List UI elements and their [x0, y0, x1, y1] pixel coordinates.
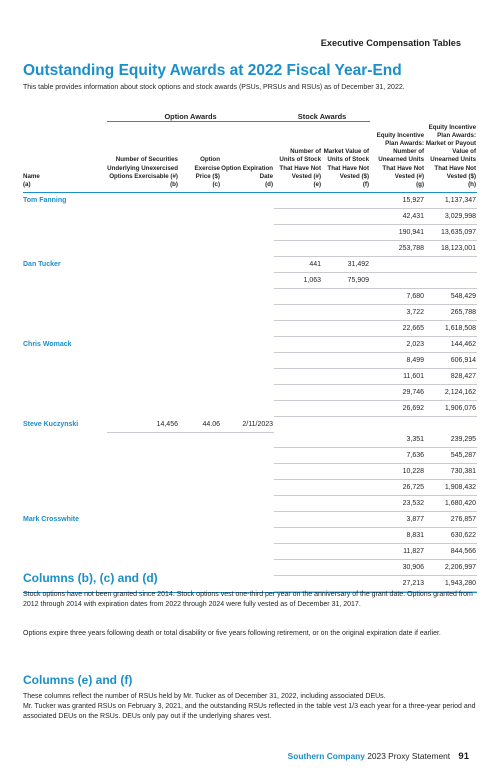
- cell-g: 3,877: [370, 512, 425, 528]
- cell-f: [322, 241, 370, 257]
- table-row: [23, 369, 477, 385]
- executive-name: Steve Kuczynski: [23, 420, 79, 428]
- column-header-a: [23, 122, 107, 193]
- page-number: 91: [458, 751, 469, 762]
- section-paragraph: Options expire three years following death or total disability or five years following retirement, or on the original expiration date if earlier.: [23, 630, 441, 637]
- table-row: [23, 401, 477, 417]
- cell-f: [322, 417, 370, 433]
- cell-c: [179, 369, 221, 385]
- cell-b: [107, 193, 179, 209]
- table-row: [23, 353, 477, 369]
- cell-d: [221, 480, 274, 496]
- cell-d: [221, 305, 274, 321]
- cell-d: [221, 496, 274, 512]
- executive-name: [23, 305, 107, 321]
- column-header-letter: (h): [468, 180, 477, 188]
- cell-h: 1,943,280: [425, 576, 477, 592]
- cell-c: [179, 448, 221, 464]
- column-header-e: [274, 122, 322, 193]
- cell-b: [107, 353, 179, 369]
- cell-e: [274, 369, 322, 385]
- table-row: [23, 448, 477, 464]
- column-header-c: [179, 122, 221, 193]
- cell-c: [179, 321, 221, 337]
- cell-f: 31,492: [322, 257, 370, 273]
- cell-c: [179, 305, 221, 321]
- cell-b: [107, 289, 179, 305]
- column-header-h: [425, 122, 477, 193]
- cell-e: 441: [274, 257, 322, 273]
- cell-b: [107, 385, 179, 401]
- cell-h: 1,906,076: [425, 401, 477, 417]
- cell-b: [107, 448, 179, 464]
- executive-name: [23, 241, 107, 257]
- cell-f: [322, 337, 370, 353]
- table-row: [23, 544, 477, 560]
- table-row: [23, 337, 477, 353]
- cell-e: [274, 305, 322, 321]
- cell-d: [221, 369, 274, 385]
- cell-b: [107, 273, 179, 289]
- cell-d: 2/11/2023: [221, 417, 274, 433]
- cell-f: [322, 432, 370, 448]
- cell-e: [274, 480, 322, 496]
- section-paragraph: Mr. Tucker was granted RSUs on February 3, 2021, and the outstanding RSUs reflected in the table vest 1/3 each year for a three-year period and associated DEUs on the RSUs. DEUs only pay out if the underlying shares vest.: [23, 702, 476, 720]
- cell-h: 844,566: [425, 544, 477, 560]
- executive-name: [23, 321, 107, 337]
- table-row: [23, 385, 477, 401]
- cell-e: [274, 448, 322, 464]
- cell-c: [179, 528, 221, 544]
- option-awards-group: Option Awards: [107, 107, 274, 122]
- cell-e: [274, 401, 322, 417]
- cell-b: [107, 209, 179, 225]
- cell-g: 42,431: [370, 209, 425, 225]
- cell-b: [107, 528, 179, 544]
- cell-b: [107, 305, 179, 321]
- table-row: [23, 209, 477, 225]
- table-body: [23, 193, 477, 592]
- cell-h: 1,137,347: [425, 193, 477, 209]
- column-header-label: Market Value of Units of Stock That Have Not Vested ($): [323, 148, 370, 180]
- cell-h: 276,857: [425, 512, 477, 528]
- section-paragraph-block: [23, 692, 477, 721]
- column-header-label: Option Expiration Date: [221, 164, 274, 180]
- cell-h: 3,029,998: [425, 209, 477, 225]
- cell-c: [179, 193, 221, 209]
- table-row: [23, 417, 477, 433]
- table-row: [23, 273, 477, 289]
- cell-d: [221, 337, 274, 353]
- column-header-letter: (c): [212, 180, 220, 188]
- column-header-b: [107, 122, 179, 193]
- cell-h: 239,295: [425, 432, 477, 448]
- cell-g: 2,023: [370, 337, 425, 353]
- cell-b: [107, 257, 179, 273]
- cell-c: [179, 432, 221, 448]
- cell-f: [322, 305, 370, 321]
- executive-name: [23, 385, 107, 401]
- cell-d: [221, 225, 274, 241]
- executive-name: [23, 225, 107, 241]
- executive-name: [23, 432, 107, 448]
- cell-f: [322, 401, 370, 417]
- column-header-f: [322, 122, 370, 193]
- cell-g: 22,665: [370, 321, 425, 337]
- cell-c: [179, 273, 221, 289]
- cell-f: [322, 193, 370, 209]
- cell-g: 8,831: [370, 528, 425, 544]
- running-header: Executive Compensation Tables: [320, 38, 461, 48]
- cell-h: 2,206,997: [425, 560, 477, 576]
- cell-g: [370, 417, 425, 433]
- table-row: [23, 193, 477, 209]
- column-header-label: Option Exercise Price ($): [194, 156, 220, 180]
- cell-f: [322, 544, 370, 560]
- executive-name: [23, 464, 107, 480]
- cell-f: [322, 289, 370, 305]
- column-header-letter: (d): [265, 180, 274, 188]
- cell-h: 1,908,432: [425, 480, 477, 496]
- executive-name: [23, 369, 107, 385]
- cell-f: [322, 528, 370, 544]
- cell-e: [274, 512, 322, 528]
- cell-h: 545,287: [425, 448, 477, 464]
- cell-d: [221, 209, 274, 225]
- cell-h: [425, 417, 477, 433]
- cell-f: [322, 480, 370, 496]
- executive-name: [23, 209, 107, 225]
- table-row: [23, 289, 477, 305]
- cell-g: 10,228: [370, 464, 425, 480]
- cell-b: [107, 496, 179, 512]
- cell-h: 828,427: [425, 369, 477, 385]
- cell-e: [274, 544, 322, 560]
- table-row: [23, 480, 477, 496]
- cell-h: 13,635,097: [425, 225, 477, 241]
- cell-d: [221, 321, 274, 337]
- cell-h: 2,124,162: [425, 385, 477, 401]
- cell-f: [322, 496, 370, 512]
- column-header-letter: (b): [170, 180, 178, 188]
- cell-b: [107, 401, 179, 417]
- column-header-label: Number of Securities Underlying Unexercised Options Exercisable (#): [107, 156, 178, 180]
- cell-c: [179, 385, 221, 401]
- cell-e: [274, 193, 322, 209]
- cell-b: [107, 337, 179, 353]
- cell-d: [221, 257, 274, 273]
- cell-d: [221, 273, 274, 289]
- executive-name: [23, 353, 107, 369]
- column-header-letter: (e): [313, 180, 322, 188]
- cell-h: 18,123,001: [425, 241, 477, 257]
- cell-g: [370, 257, 425, 273]
- cell-h: 606,914: [425, 353, 477, 369]
- cell-g: 30,906: [370, 560, 425, 576]
- cell-h: 548,429: [425, 289, 477, 305]
- column-header-letter: (a): [23, 180, 31, 188]
- cell-e: [274, 209, 322, 225]
- cell-f: [322, 512, 370, 528]
- cell-h: [425, 273, 477, 289]
- cell-g: 7,636: [370, 448, 425, 464]
- cell-c: [179, 353, 221, 369]
- section-heading: Columns (e) and (f): [23, 673, 133, 687]
- cell-c: [179, 401, 221, 417]
- cell-d: [221, 512, 274, 528]
- cell-c: [179, 209, 221, 225]
- cell-f: [322, 464, 370, 480]
- column-header-letter: (f): [362, 180, 370, 188]
- cell-e: [274, 385, 322, 401]
- group-header-row: [23, 107, 477, 122]
- cell-g: 27,213: [370, 576, 425, 592]
- cell-g: 253,788: [370, 241, 425, 257]
- cell-e: [274, 353, 322, 369]
- executive-name: Dan Tucker: [23, 261, 61, 269]
- executive-name: Tom Fanning: [23, 197, 67, 205]
- cell-f: [322, 209, 370, 225]
- cell-g: 29,746: [370, 385, 425, 401]
- cell-e: [274, 337, 322, 353]
- section-paragraph: Stock options have not been granted since 2014. Stock options vest one-third per year on the anniversary of the grant date. Options granted from 2012 through 2014 with expiration dates from 2022 through 2024 were fully vested as of December 31, 2017.: [23, 591, 473, 608]
- outstanding-equity-awards-table: [23, 107, 477, 592]
- table-row: [23, 225, 477, 241]
- cell-b: [107, 369, 179, 385]
- cell-d: [221, 528, 274, 544]
- cell-d: [221, 193, 274, 209]
- cell-h: 144,462: [425, 337, 477, 353]
- cell-c: [179, 225, 221, 241]
- executive-name: [23, 528, 107, 544]
- cell-c: [179, 289, 221, 305]
- table-row: [23, 496, 477, 512]
- cell-g: 11,601: [370, 369, 425, 385]
- cell-c: [179, 512, 221, 528]
- cell-d: [221, 241, 274, 257]
- cell-b: [107, 432, 179, 448]
- cell-d: [221, 385, 274, 401]
- table-row: [23, 305, 477, 321]
- cell-d: [221, 432, 274, 448]
- table-row: [23, 512, 477, 528]
- cell-e: [274, 432, 322, 448]
- cell-g: 3,722: [370, 305, 425, 321]
- cell-h: 1,680,420: [425, 496, 477, 512]
- section-heading: Columns (b), (c) and (d): [23, 571, 158, 585]
- cell-c: [179, 257, 221, 273]
- cell-g: 23,532: [370, 496, 425, 512]
- executive-name: [23, 273, 107, 289]
- cell-f: [322, 369, 370, 385]
- table-row: [23, 432, 477, 448]
- cell-d: [221, 289, 274, 305]
- cell-g: [370, 273, 425, 289]
- cell-e: [274, 464, 322, 480]
- page-title: Outstanding Equity Awards at 2022 Fiscal Year-End: [23, 62, 402, 79]
- cell-e: [274, 417, 322, 433]
- cell-b: 14,456: [107, 417, 179, 433]
- table-row: [23, 321, 477, 337]
- cell-e: [274, 528, 322, 544]
- cell-g: 8,499: [370, 353, 425, 369]
- cell-d: [221, 464, 274, 480]
- table-row: [23, 464, 477, 480]
- executive-name: [23, 496, 107, 512]
- cell-g: 11,827: [370, 544, 425, 560]
- column-header-label: Equity Incentive Plan Awards: Market or Payout Value of Unearned Units That Have Not Vested ($): [425, 123, 477, 180]
- cell-f: 75,909: [322, 273, 370, 289]
- executive-name: [23, 544, 107, 560]
- cell-c: 44.06: [179, 417, 221, 433]
- cell-b: [107, 464, 179, 480]
- cell-h: 265,788: [425, 305, 477, 321]
- cell-h: 630,622: [425, 528, 477, 544]
- cell-f: [322, 225, 370, 241]
- cell-f: [322, 353, 370, 369]
- cell-b: [107, 241, 179, 257]
- cell-g: 15,927: [370, 193, 425, 209]
- footer-document: 2023 Proxy Statement: [367, 751, 451, 761]
- table-row: [23, 528, 477, 544]
- column-header-label: Equity Incentive Plan Awards: Number of Unearned Units That Have Not Vested (#): [376, 131, 425, 180]
- cell-b: [107, 321, 179, 337]
- cell-h: 730,381: [425, 464, 477, 480]
- cell-d: [221, 353, 274, 369]
- executive-name: [23, 289, 107, 305]
- executive-name: [23, 448, 107, 464]
- cell-e: [274, 496, 322, 512]
- column-header-label: Number of Units of Stock That Have Not Vested (#): [279, 148, 322, 180]
- cell-e: [274, 321, 322, 337]
- cell-b: [107, 544, 179, 560]
- cell-g: 26,725: [370, 480, 425, 496]
- cell-e: [274, 289, 322, 305]
- table-intro: This table provides information about stock options and stock awards (PSUs, PRSUs and RSUs) as of December 31, 2022.: [23, 84, 405, 91]
- column-header-d: [221, 122, 274, 193]
- cell-e: 1,063: [274, 273, 322, 289]
- column-header-g: [370, 122, 425, 193]
- cell-f: [322, 448, 370, 464]
- cell-c: [179, 496, 221, 512]
- cell-h: 1,618,508: [425, 321, 477, 337]
- cell-e: [274, 241, 322, 257]
- cell-e: [274, 225, 322, 241]
- cell-h: [425, 257, 477, 273]
- cell-f: [322, 385, 370, 401]
- cell-c: [179, 241, 221, 257]
- cell-c: [179, 544, 221, 560]
- cell-c: [179, 464, 221, 480]
- page-footer: [288, 751, 469, 762]
- cell-g: 7,680: [370, 289, 425, 305]
- cell-c: [179, 480, 221, 496]
- footer-company: Southern Company: [287, 751, 365, 761]
- cell-d: [221, 448, 274, 464]
- cell-g: 26,692: [370, 401, 425, 417]
- table-row: [23, 257, 477, 273]
- cell-d: [221, 544, 274, 560]
- cell-g: 190,941: [370, 225, 425, 241]
- column-header-letter: (g): [416, 180, 425, 188]
- section-paragraph: These columns reflect the number of RSUs held by Mr. Tucker as of December 31, 2022, including associated DEUs.: [23, 693, 386, 700]
- cell-g: 3,351: [370, 432, 425, 448]
- cell-f: [322, 321, 370, 337]
- equity-awards-table-wrap: [23, 107, 477, 593]
- stock-awards-group: Stock Awards: [274, 107, 370, 122]
- table-row: [23, 241, 477, 257]
- executive-name: [23, 401, 107, 417]
- executive-name: Mark Crosswhite: [23, 516, 80, 524]
- column-header-label: Name: [23, 172, 40, 180]
- executive-name: [23, 480, 107, 496]
- executive-name: Chris Womack: [23, 341, 72, 349]
- column-header-row: [23, 122, 477, 193]
- cell-d: [221, 401, 274, 417]
- cell-b: [107, 480, 179, 496]
- cell-c: [179, 337, 221, 353]
- cell-b: [107, 512, 179, 528]
- cell-b: [107, 225, 179, 241]
